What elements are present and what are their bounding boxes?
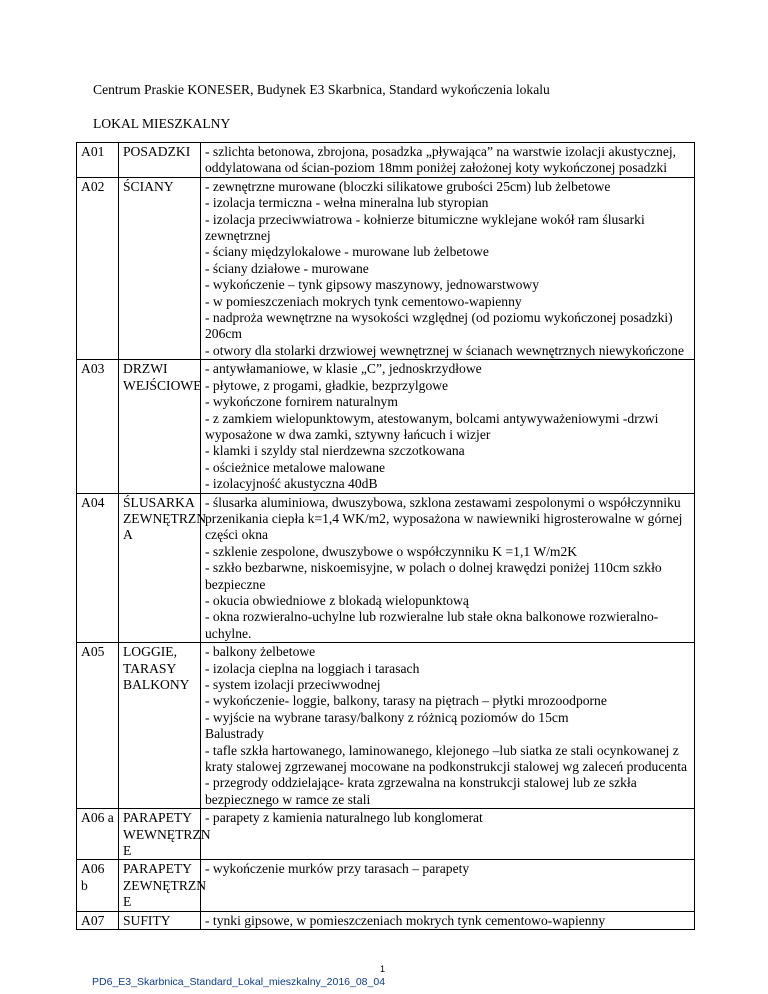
table-row [77, 643, 695, 809]
document-filename: PD6_E3_Skarbnica_Standard_Lokal_mieszkalny_2016_08_04 [92, 976, 386, 988]
description-line: - okucia obwiedniowe z blokadą wielopunktową [205, 592, 469, 608]
spec-table-body [77, 143, 695, 930]
row-category: ŚLUSARKA ZEWNĘTRZN A [119, 493, 201, 643]
description-line: - ościeżnice metalowe malowane [205, 459, 386, 475]
description-line: - balkony żelbetowe [205, 644, 316, 660]
row-description [201, 911, 695, 929]
row-category: POSADZKI [119, 143, 201, 178]
description-line: Balustrady [205, 726, 264, 742]
row-category: LOGGIE, TARASY BALKONY [119, 643, 201, 809]
row-code: A07 [77, 911, 119, 929]
description-line: - izolacja cieplna na loggiach i tarasach [205, 660, 420, 676]
description-line: - wykończone fornirem naturalnym [205, 394, 398, 410]
row-description [201, 809, 695, 860]
row-category: DRZWI WEJŚCIOWE [119, 360, 201, 493]
description-line: - izolacyjność akustyczna 40dB [205, 476, 378, 492]
description-line: - wyjście na wybrane tarasy/balkony z różnicą poziomów do 15cm [205, 709, 569, 725]
description-line: - szlichta betonowa, zbrojona, posadzka „pływająca” na warstwie izolacji akustycznej, oddylatowana od ścian-poziom 18mm poniżej założonej koty wykończonej posadzki [205, 144, 677, 176]
description-line: - w pomieszczeniach mokrych tynk cementowo-wapienny [205, 293, 522, 309]
description-line: - nadproża wewnętrzne na wysokości względnej (od poziomu wykończonej posadzki) 206cm [205, 310, 673, 342]
description-line: - wykończenie murków przy tarasach – parapety [205, 861, 470, 877]
description-line: - klamki i szyldy stal nierdzewna szczotkowana [205, 443, 465, 459]
description-line: - antywłamaniowe, w klasie „C”, jednoskrzydłowe [205, 361, 482, 377]
row-description [201, 643, 695, 809]
row-code: A01 [77, 143, 119, 178]
table-row [77, 177, 695, 359]
table-row [77, 911, 695, 929]
description-line: - szklenie zespolone, dwuszybowe o współczynniku K =1,1 W/m2K [205, 543, 578, 559]
description-line: - izolacja termiczna - wełna mineralna lub styropian [205, 195, 489, 211]
row-description [201, 177, 695, 359]
description-line: - z zamkiem wielopunktowym, atestowanym, bolcami antywyważeniowymi -drzwi wyposażone w dwa zamki, sztywny łańcuch i wizjer [205, 410, 659, 442]
description-line: - ściany działowe - murowane [205, 260, 369, 276]
row-description [201, 493, 695, 643]
row-code: A06 b [77, 860, 119, 911]
row-description [201, 360, 695, 493]
description-line: - tafle szkła hartowanego, laminowanego, klejonego –lub siatka ze stali ocynkowanej z kraty stalowej zgrzewanej mocowane na podkonstrukcji stalowej wg zaleceń producenta [205, 742, 688, 775]
row-code: A03 [77, 360, 119, 493]
document-title: Centrum Praskie KONESER, Budynek E3 Skarbnica, Standard wykończenia lokalu [93, 82, 550, 97]
description-line: - ściany międzylokalowe - murowane lub żelbetowe [205, 244, 489, 260]
row-category: PARAPETY WEWNĘTRZN E [119, 809, 201, 860]
row-category: PARAPETY ZEWNĘTRZN E [119, 860, 201, 911]
description-line: - płytowe, z progami, gładkie, bezprzylgowe [205, 377, 449, 393]
row-description [201, 860, 695, 911]
description-line: - tynki gipsowe, w pomieszczeniach mokrych tynk cementowo-wapienny [205, 912, 606, 928]
description-line: - zewnętrzne murowane (bloczki silikatowe grubości 25cm) lub żelbetowe [205, 178, 611, 194]
description-line: - wykończenie- loggie, balkony, tarasy na piętrach – płytki mrozoodporne [205, 693, 607, 709]
table-row [77, 809, 695, 860]
description-line: - parapety z kamienia naturalnego lub konglomerat [205, 810, 483, 826]
row-category: SUFITY [119, 911, 201, 929]
page-number: 1 [380, 964, 386, 974]
row-code: A04 [77, 493, 119, 643]
section-title: LOKAL MIESZKALNY [93, 116, 231, 131]
spec-table [76, 142, 695, 930]
table-row [77, 143, 695, 178]
description-line: - izolacja przeciwwiatrowa - kołnierze bitumiczne wyklejane wokół ram ślusarki zewnętrznej [205, 211, 645, 244]
description-line: - szkło bezbarwne, niskoemisyjne, w polach o dolnej krawędzi poniżej 110cm szkło bezpieczne [205, 560, 662, 592]
description-line: - okna rozwieralno-uchylne lub rozwieralne lub stałe okna balkonowe rozwieralno-uchylne. [205, 609, 659, 641]
row-code: A02 [77, 177, 119, 359]
table-row [77, 493, 695, 643]
description-line: - otwory dla stolarki drzwiowej wewnętrznej w ścianach wewnętrznych niewykończone [205, 342, 685, 358]
table-row [77, 360, 695, 493]
table-row [77, 860, 695, 911]
description-line: - przegrody oddzielające- krata zgrzewalna na konstrukcji stalowej lub ze szkła bezpiecznego w ramce ze stali [205, 775, 637, 807]
row-category: ŚCIANY [119, 177, 201, 359]
row-code: A06 a [77, 809, 119, 860]
row-code: A05 [77, 643, 119, 809]
description-line: - system izolacji przeciwwodnej [205, 677, 381, 692]
description-line: - wykończenie – tynk gipsowy maszynowy, jednowarstwowy [205, 277, 539, 293]
row-description [201, 143, 695, 178]
description-line: - ślusarka aluminiowa, dwuszybowa, szklona zestawami zespolonymi o współczynniku przenikania ciepła k=1,4 WK/m2, wyposażona w nawiewniki higrosterowalne w górnej części okna [205, 494, 683, 543]
